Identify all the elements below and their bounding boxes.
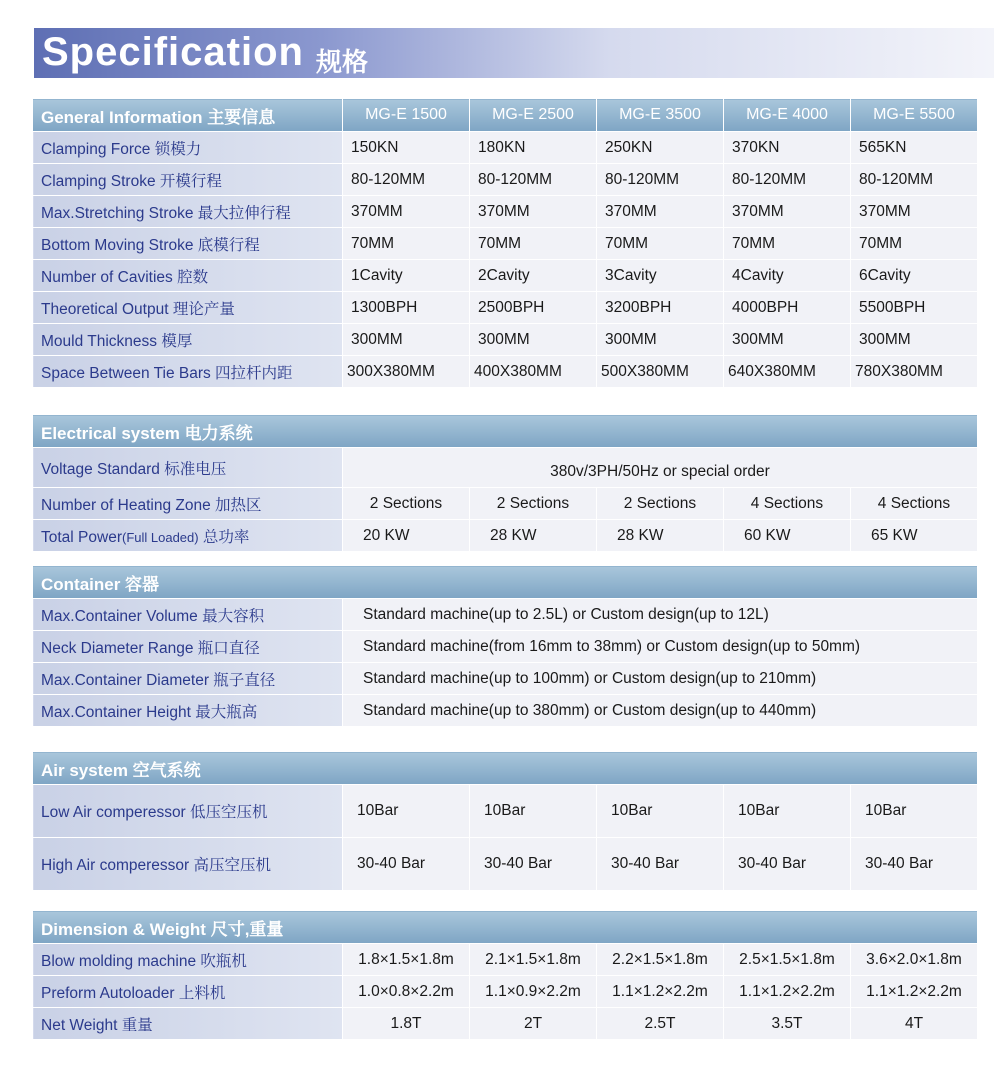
general-section-title: General Information 主要信息: [33, 99, 343, 132]
cell-value: 28 KW: [470, 520, 597, 552]
cell-value: 30-40 Bar: [724, 838, 851, 891]
cell-value: 300MM: [343, 324, 470, 356]
row-label: Max.Container Volume 最大容积: [33, 599, 343, 631]
air-section-title: Air system 空气系统: [33, 752, 978, 785]
cell-value: 780X380MM: [851, 356, 978, 388]
cell-value: 4 Sections: [724, 488, 851, 520]
cell-value: 300X380MM: [343, 356, 470, 388]
general-info-table: [32, 98, 978, 388]
row-label: Clamping Force 锁模力: [33, 132, 343, 164]
cell-value: 300MM: [724, 324, 851, 356]
cell-value: 30-40 Bar: [597, 838, 724, 891]
cell-value: 3200BPH: [597, 292, 724, 324]
power-label-main: Total Power: [41, 528, 122, 546]
row-label: Bottom Moving Stroke 底模行程: [33, 228, 343, 260]
cell-value: 1.0×0.8×2.2m: [343, 976, 470, 1008]
table-row: [33, 599, 978, 631]
table-row: [33, 260, 978, 292]
page-title: Specification: [42, 30, 304, 74]
row-label: High Air comperessor 高压空压机: [33, 838, 343, 891]
cell-value: 400X380MM: [470, 356, 597, 388]
dimension-table: [32, 910, 978, 1040]
cell-value: 250KN: [597, 132, 724, 164]
cell-value: 2.5T: [597, 1008, 724, 1040]
cell-value: 1.1×1.2×2.2m: [597, 976, 724, 1008]
model-header: MG-E 3500: [597, 99, 724, 132]
row-label: Voltage Standard 标准电压: [33, 448, 343, 488]
cell-value: 2.2×1.5×1.8m: [597, 944, 724, 976]
table-row: [33, 944, 978, 976]
cell-value: 4000BPH: [724, 292, 851, 324]
cell-value: 180KN: [470, 132, 597, 164]
row-label: Theoretical Output 理论产量: [33, 292, 343, 324]
cell-value: 28 KW: [597, 520, 724, 552]
title-banner: [34, 28, 994, 78]
table-row: [33, 520, 978, 552]
cell-value: 70MM: [724, 228, 851, 260]
cell-value: Standard machine(up to 2.5L) or Custom design(up to 12L): [343, 599, 978, 631]
row-label: [33, 520, 343, 552]
cell-value: 80-120MM: [470, 164, 597, 196]
table-row: [33, 356, 978, 388]
cell-value: Standard machine(up to 100mm) or Custom design(up to 210mm): [343, 663, 978, 695]
row-label: Number of Heating Zone 加热区: [33, 488, 343, 520]
cell-value: 80-120MM: [343, 164, 470, 196]
table-row: [33, 838, 978, 891]
air-header-row: [33, 752, 978, 785]
power-label-small: (Full Loaded): [121, 529, 199, 545]
cell-value: 2Cavity: [470, 260, 597, 292]
row-label: Max.Stretching Stroke 最大拉伸行程: [33, 196, 343, 228]
cell-value: 1.1×1.2×2.2m: [724, 976, 851, 1008]
table-row: [33, 488, 978, 520]
cell-value: 10Bar: [470, 785, 597, 838]
row-label: Max.Container Height 最大瓶高: [33, 695, 343, 727]
row-label: Number of Cavities 腔数: [33, 260, 343, 292]
cell-value: 370MM: [597, 196, 724, 228]
cell-value: 500X380MM: [597, 356, 724, 388]
table-row: [33, 292, 978, 324]
row-label: Net Weight 重量: [33, 1008, 343, 1040]
cell-value: 2 Sections: [343, 488, 470, 520]
cell-value: Standard machine(up to 380mm) or Custom design(up to 440mm): [343, 695, 978, 727]
cell-value: 10Bar: [851, 785, 978, 838]
container-section-title: Container 容器: [33, 566, 978, 599]
cell-value: 565KN: [851, 132, 978, 164]
table-row: [33, 324, 978, 356]
cell-value: 10Bar: [343, 785, 470, 838]
cell-value: 4Cavity: [724, 260, 851, 292]
cell-value: 1.1×0.9×2.2m: [470, 976, 597, 1008]
cell-value: 150KN: [343, 132, 470, 164]
cell-value: 300MM: [470, 324, 597, 356]
cell-value: 30-40 Bar: [851, 838, 978, 891]
air-table: [32, 751, 978, 891]
container-header-row: [33, 566, 978, 599]
cell-value: 300MM: [597, 324, 724, 356]
cell-value: 1.8×1.5×1.8m: [343, 944, 470, 976]
cell-value: 80-120MM: [724, 164, 851, 196]
cell-value: 370MM: [470, 196, 597, 228]
electrical-table: [32, 414, 978, 552]
table-row: [33, 196, 978, 228]
cell-value: 1.8T: [343, 1008, 470, 1040]
voltage-value: 380v/3PH/50Hz or special order: [343, 448, 978, 488]
cell-value: 2500BPH: [470, 292, 597, 324]
row-label: Space Between Tie Bars 四拉杆内距: [33, 356, 343, 388]
row-label: Low Air comperessor 低压空压机: [33, 785, 343, 838]
cell-value: 65 KW: [851, 520, 978, 552]
page-title-cn: 规格: [316, 47, 369, 77]
table-row: [33, 785, 978, 838]
cell-value: 2T: [470, 1008, 597, 1040]
cell-value: 70MM: [470, 228, 597, 260]
cell-value: 370MM: [343, 196, 470, 228]
model-header: MG-E 4000: [724, 99, 851, 132]
row-label: Clamping Stroke 开模行程: [33, 164, 343, 196]
cell-value: 640X380MM: [724, 356, 851, 388]
model-header: MG-E 5500: [851, 99, 978, 132]
cell-value: 1Cavity: [343, 260, 470, 292]
dimension-header-row: [33, 911, 978, 944]
cell-value: 70MM: [597, 228, 724, 260]
cell-value: 80-120MM: [597, 164, 724, 196]
cell-value: 370MM: [724, 196, 851, 228]
general-header-row: [33, 99, 978, 132]
cell-value: 2.5×1.5×1.8m: [724, 944, 851, 976]
table-row: [33, 663, 978, 695]
row-label: Neck Diameter Range 瓶口直径: [33, 631, 343, 663]
table-row: [33, 631, 978, 663]
cell-value: 70MM: [343, 228, 470, 260]
cell-value: 3.6×2.0×1.8m: [851, 944, 978, 976]
table-row: [33, 695, 978, 727]
table-row: [33, 132, 978, 164]
cell-value: 10Bar: [724, 785, 851, 838]
row-label: Blow molding machine 吹瓶机: [33, 944, 343, 976]
power-label-cn: 总功率: [198, 528, 250, 546]
cell-value: 3Cavity: [597, 260, 724, 292]
cell-value: 370MM: [851, 196, 978, 228]
cell-value: 5500BPH: [851, 292, 978, 324]
cell-value: 1300BPH: [343, 292, 470, 324]
container-table: [32, 565, 978, 727]
cell-value: 2 Sections: [597, 488, 724, 520]
row-label: Max.Container Diameter 瓶子直径: [33, 663, 343, 695]
cell-value: 370KN: [724, 132, 851, 164]
cell-value: 3.5T: [724, 1008, 851, 1040]
cell-value: 30-40 Bar: [470, 838, 597, 891]
cell-value: 4T: [851, 1008, 978, 1040]
cell-value: 60 KW: [724, 520, 851, 552]
cell-value: Standard machine(from 16mm to 38mm) or Custom design(up to 50mm): [343, 631, 978, 663]
table-row: [33, 1008, 978, 1040]
row-label: Mould Thickness 模厚: [33, 324, 343, 356]
table-row: [33, 976, 978, 1008]
cell-value: 6Cavity: [851, 260, 978, 292]
table-row: [33, 228, 978, 260]
cell-value: 2.1×1.5×1.8m: [470, 944, 597, 976]
cell-value: 300MM: [851, 324, 978, 356]
cell-value: 10Bar: [597, 785, 724, 838]
dimension-section-title: Dimension & Weight 尺寸,重量: [33, 911, 978, 944]
cell-value: 20 KW: [343, 520, 470, 552]
table-row: [33, 448, 978, 488]
cell-value: 1.1×1.2×2.2m: [851, 976, 978, 1008]
electrical-header-row: [33, 415, 978, 448]
row-label: Preform Autoloader 上料机: [33, 976, 343, 1008]
cell-value: 30-40 Bar: [343, 838, 470, 891]
cell-value: 4 Sections: [851, 488, 978, 520]
table-row: [33, 164, 978, 196]
model-header: MG-E 2500: [470, 99, 597, 132]
electrical-section-title: Electrical system 电力系统: [33, 415, 978, 448]
cell-value: 70MM: [851, 228, 978, 260]
cell-value: 80-120MM: [851, 164, 978, 196]
cell-value: 2 Sections: [470, 488, 597, 520]
model-header: MG-E 1500: [343, 99, 470, 132]
